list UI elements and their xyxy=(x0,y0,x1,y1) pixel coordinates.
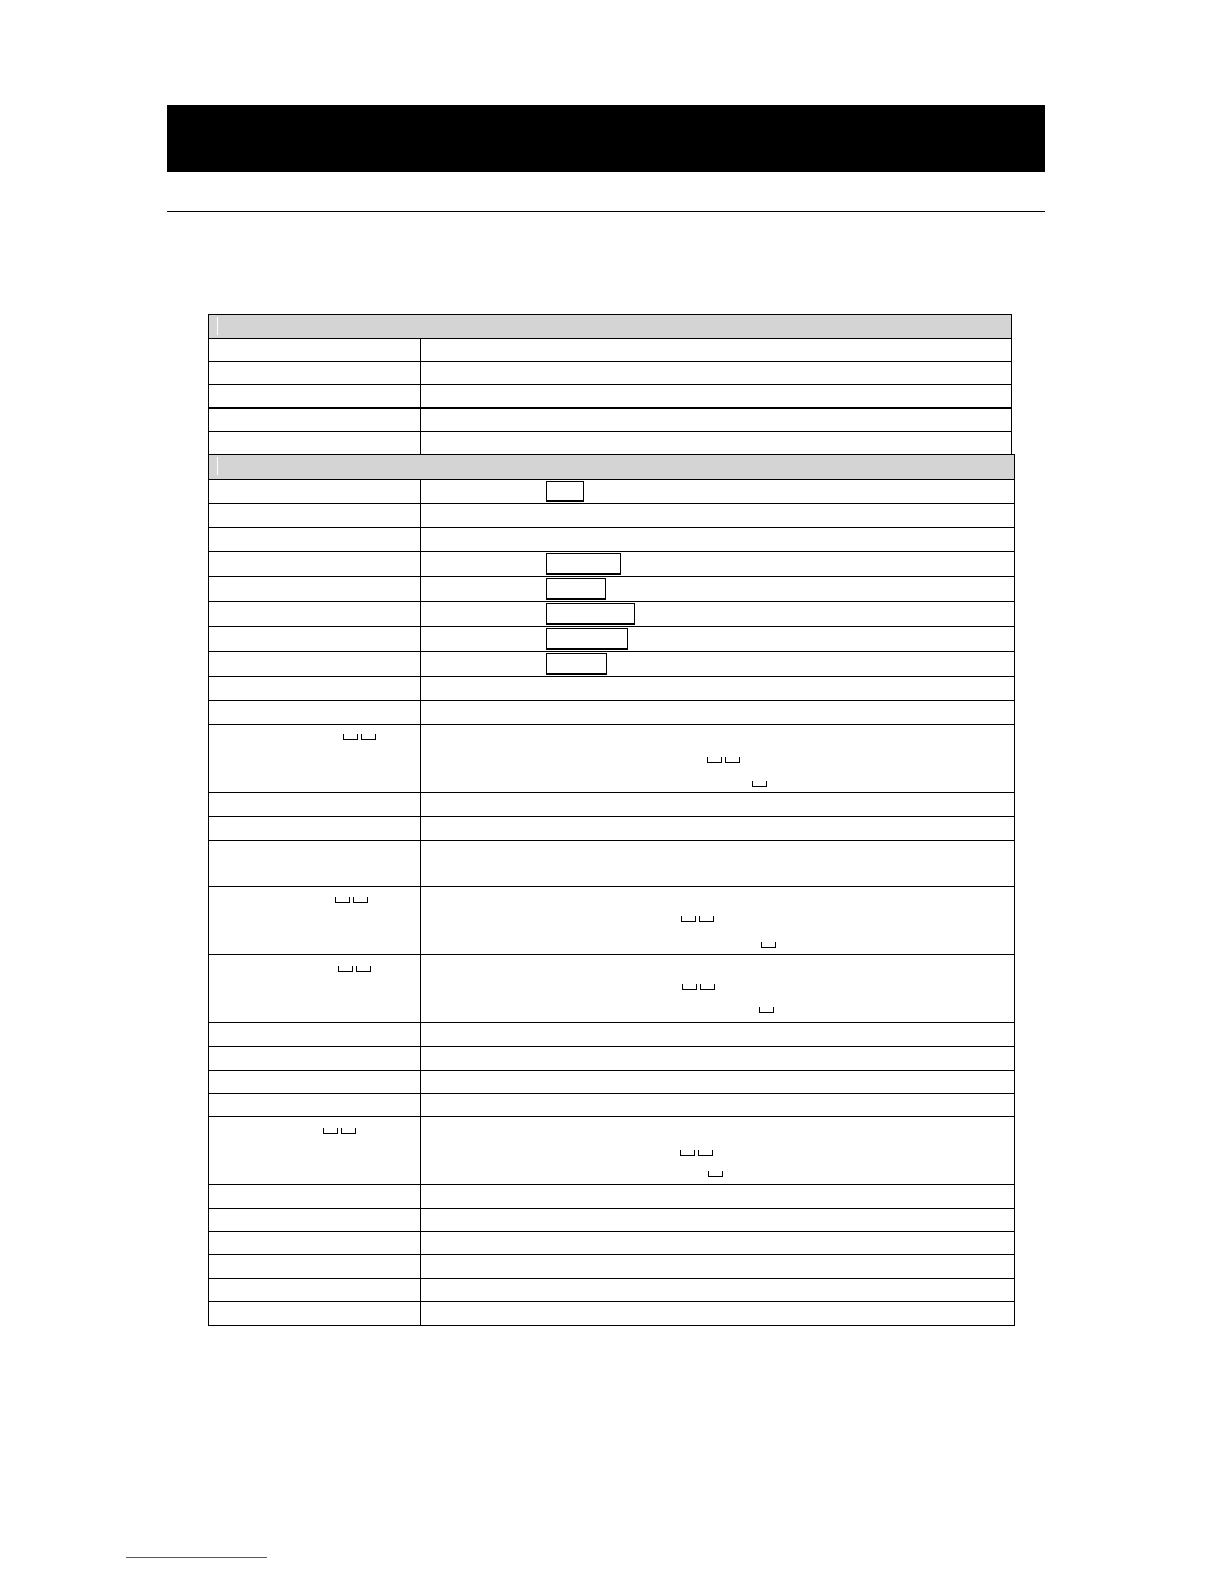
row-value xyxy=(421,1023,1014,1046)
header-divider xyxy=(167,211,1045,212)
row-label xyxy=(209,504,421,527)
table-row xyxy=(208,503,1015,528)
row-label xyxy=(209,1094,421,1116)
table-row xyxy=(208,431,1012,455)
blank-slots xyxy=(680,1149,718,1156)
value-field xyxy=(546,481,584,502)
table-row xyxy=(208,816,1015,841)
row-label xyxy=(209,793,421,816)
row-value xyxy=(421,1209,1014,1231)
row-label xyxy=(209,362,421,384)
row-label xyxy=(209,1302,421,1325)
table-row xyxy=(208,1231,1015,1255)
row-label xyxy=(209,409,421,431)
row-value xyxy=(421,362,1011,384)
table-row xyxy=(208,361,1012,385)
value-field xyxy=(546,578,606,600)
row-label xyxy=(209,602,421,626)
table-row xyxy=(208,338,1012,362)
blank-slots xyxy=(338,965,376,972)
section-heading-2 xyxy=(208,454,1015,480)
table-row xyxy=(208,601,1015,627)
table-row xyxy=(208,1070,1015,1094)
table-row xyxy=(208,1278,1015,1302)
blank-slots xyxy=(681,915,719,922)
table-row xyxy=(208,1046,1015,1071)
row-label xyxy=(209,1023,421,1046)
row-value xyxy=(421,1185,1014,1208)
row-label xyxy=(209,1047,421,1070)
table-row xyxy=(208,954,1015,1023)
title-banner xyxy=(167,105,1045,172)
row-label xyxy=(209,627,421,651)
row-value xyxy=(421,1232,1014,1254)
value-field xyxy=(546,653,607,675)
table-row xyxy=(208,700,1015,725)
row-label xyxy=(209,577,421,601)
table-row xyxy=(208,626,1015,652)
value-field xyxy=(546,553,621,575)
table-row xyxy=(208,792,1015,817)
row-value xyxy=(421,528,1014,551)
row-label xyxy=(209,432,421,454)
row-value xyxy=(421,1071,1014,1093)
table-row xyxy=(208,408,1012,432)
table-row xyxy=(208,1093,1015,1117)
row-value xyxy=(421,339,1011,361)
table-row xyxy=(208,1301,1015,1326)
table-row xyxy=(208,651,1015,677)
section-marker xyxy=(217,457,218,475)
table-row xyxy=(208,840,1015,887)
row-label xyxy=(209,480,421,503)
table-row xyxy=(208,886,1015,955)
row-label xyxy=(209,652,421,676)
table-row xyxy=(208,479,1015,504)
blank-slots xyxy=(707,756,745,763)
row-label xyxy=(209,677,421,700)
row-value xyxy=(421,432,1011,454)
row-label xyxy=(209,841,421,886)
row-label xyxy=(209,528,421,551)
blank-slots xyxy=(343,733,381,740)
row-value xyxy=(421,1094,1014,1116)
row-value xyxy=(421,409,1011,431)
row-label xyxy=(209,1185,421,1208)
row-label xyxy=(209,817,421,840)
table-row xyxy=(208,1184,1015,1209)
row-value xyxy=(421,504,1014,527)
row-value xyxy=(421,385,1011,407)
row-value xyxy=(421,677,1014,700)
row-label xyxy=(209,1071,421,1093)
footer-link-underline[interactable] xyxy=(126,1557,267,1558)
row-value xyxy=(421,1302,1014,1325)
row-value xyxy=(421,701,1014,724)
row-value xyxy=(421,1047,1014,1070)
table-row xyxy=(208,384,1012,408)
row-label xyxy=(209,1232,421,1254)
row-label xyxy=(209,385,421,407)
table-row xyxy=(208,1208,1015,1232)
row-label xyxy=(209,1209,421,1231)
row-value xyxy=(421,793,1014,816)
value-field xyxy=(546,628,628,650)
blank-slot xyxy=(759,1007,774,1013)
row-label xyxy=(209,339,421,361)
row-label xyxy=(209,552,421,576)
blank-slots xyxy=(323,1127,361,1134)
blank-slot xyxy=(752,781,767,787)
section-heading-1 xyxy=(208,314,1012,339)
table-row xyxy=(208,527,1015,552)
row-value xyxy=(421,841,1014,886)
section-marker xyxy=(217,317,218,335)
row-value xyxy=(421,1255,1014,1278)
value-field xyxy=(546,603,635,625)
row-label xyxy=(209,1279,421,1301)
row-label xyxy=(209,701,421,724)
table-row xyxy=(208,1116,1015,1185)
table-row xyxy=(208,676,1015,701)
table-row xyxy=(208,1022,1015,1047)
blank-slot xyxy=(761,942,776,948)
table-row xyxy=(208,724,1015,793)
blank-slots xyxy=(335,896,373,903)
table-row xyxy=(208,551,1015,577)
table-row xyxy=(208,576,1015,602)
row-label xyxy=(209,1255,421,1278)
blank-slot xyxy=(708,1171,723,1177)
row-value xyxy=(421,817,1014,840)
blank-slots xyxy=(682,983,720,990)
row-value xyxy=(421,1279,1014,1301)
table-row xyxy=(208,1254,1015,1279)
